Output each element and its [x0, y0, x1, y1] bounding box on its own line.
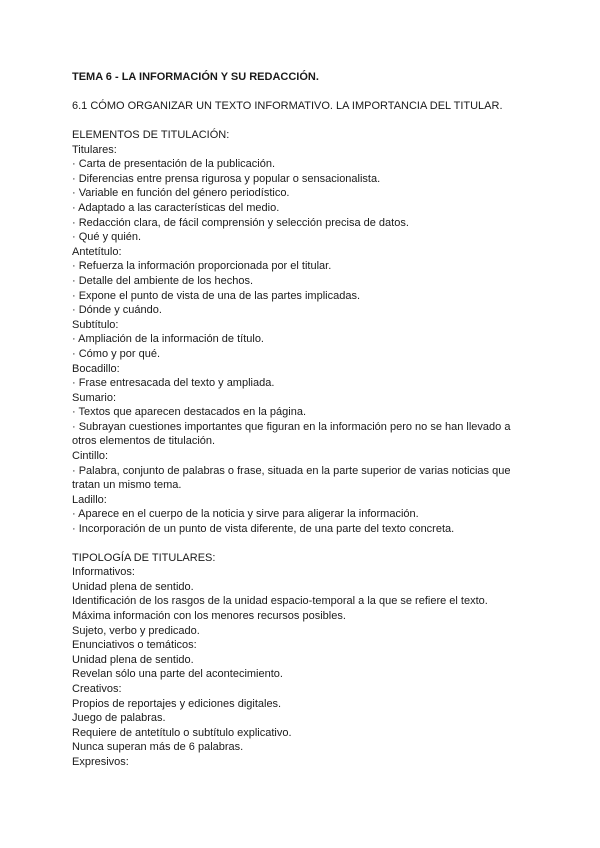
list-item: · Textos que aparecen destacados en la página. [72, 406, 307, 419]
list-item: Propios de reportajes y ediciones digitales. [72, 697, 282, 710]
list-item: · Frase entresacada del texto y ampliada. [72, 377, 275, 390]
section-subtitle: 6.1 CÓMO ORGANIZAR UN TEXTO INFORMATIVO. LA IMPORTANCIA DEL TITULAR. [72, 100, 503, 112]
list-item: · Refuerza la información proporcionada por el titular. [72, 260, 332, 273]
list-item: · Palabra, conjunto de palabras o frase, situada en la parte superior de varias noticias que tratan un mismo tema. [72, 464, 511, 492]
document-content [72, 70, 522, 770]
list-item: Requiere de antetítulo o subtítulo explicativo. [72, 726, 292, 739]
expresivos-label: Expresivos: [72, 755, 129, 768]
list-item: Sujeto, verbo y predicado. [72, 624, 200, 637]
list-item: Juego de palabras. [72, 712, 166, 725]
list-item: Nunca superan más de 6 palabras. [72, 741, 244, 754]
cintillo-label: Cintillo: [72, 450, 109, 463]
list-item: · Aparece en el cuerpo de la noticia y sirve para aligerar la información. [72, 508, 419, 521]
list-item: · Diferencias entre prensa rigurosa y popular o sensacionalista. [72, 172, 381, 185]
list-item: · Incorporación de un punto de vista diferente, de una parte del texto concreta. [72, 523, 455, 536]
list-item: · Cómo y por qué. [72, 347, 161, 360]
titulares-label: Titulares: [72, 143, 117, 156]
list-item: · Adaptado a las características del medio. [72, 201, 280, 214]
list-item: · Detalle del ambiente de los hechos. [72, 274, 253, 287]
ladillo-label: Ladillo: [72, 493, 107, 506]
list-item: · Variable en función del género periodístico. [72, 187, 290, 200]
sumario-label: Sumario: [72, 391, 117, 404]
informativos-label: Informativos: [72, 566, 135, 579]
document-title: TEMA 6 - LA INFORMACIÓN Y SU REDACCIÓN. [72, 71, 319, 83]
tipologia-heading: TIPOLOGÍA DE TITULARES: [72, 551, 216, 564]
list-item: Unidad plena de sentido. [72, 580, 194, 593]
elementos-heading: ELEMENTOS DE TITULACIÓN: [72, 129, 230, 141]
list-item: Identificación de los rasgos de la unidad espacio-temporal a la que se refiere el texto. [72, 595, 488, 608]
enunciativos-label: Enunciativos o temáticos: [72, 639, 197, 652]
list-item: · Ampliación de la información de título. [72, 333, 264, 346]
list-item: Unidad plena de sentido. [72, 653, 194, 666]
creativos-label: Creativos: [72, 682, 122, 695]
list-item: · Redacción clara, de fácil comprensión y selección precisa de datos. [72, 216, 409, 229]
list-item: · Subrayan cuestiones importantes que figuran en la información pero no se han llevado a otros elementos de titulación. [72, 420, 511, 448]
list-item: Máxima información con los menores recursos posibles. [72, 610, 346, 622]
elementos-section [72, 128, 522, 537]
list-item: Revelan sólo una parte del acontecimiento. [72, 668, 283, 681]
subtitulo-label: Subtítulo: [72, 318, 119, 331]
list-item: · Expone el punto de vista de una de las partes implicadas. [72, 289, 361, 302]
tipologia-section [72, 551, 522, 770]
bocadillo-label: Bocadillo: [72, 362, 120, 375]
list-item: · Dónde y cuándo. [72, 304, 162, 317]
list-item: · Carta de presentación de la publicación. [72, 158, 276, 171]
list-item: · Qué y quién. [72, 231, 142, 244]
antetitulo-label: Antetítulo: [72, 245, 122, 258]
